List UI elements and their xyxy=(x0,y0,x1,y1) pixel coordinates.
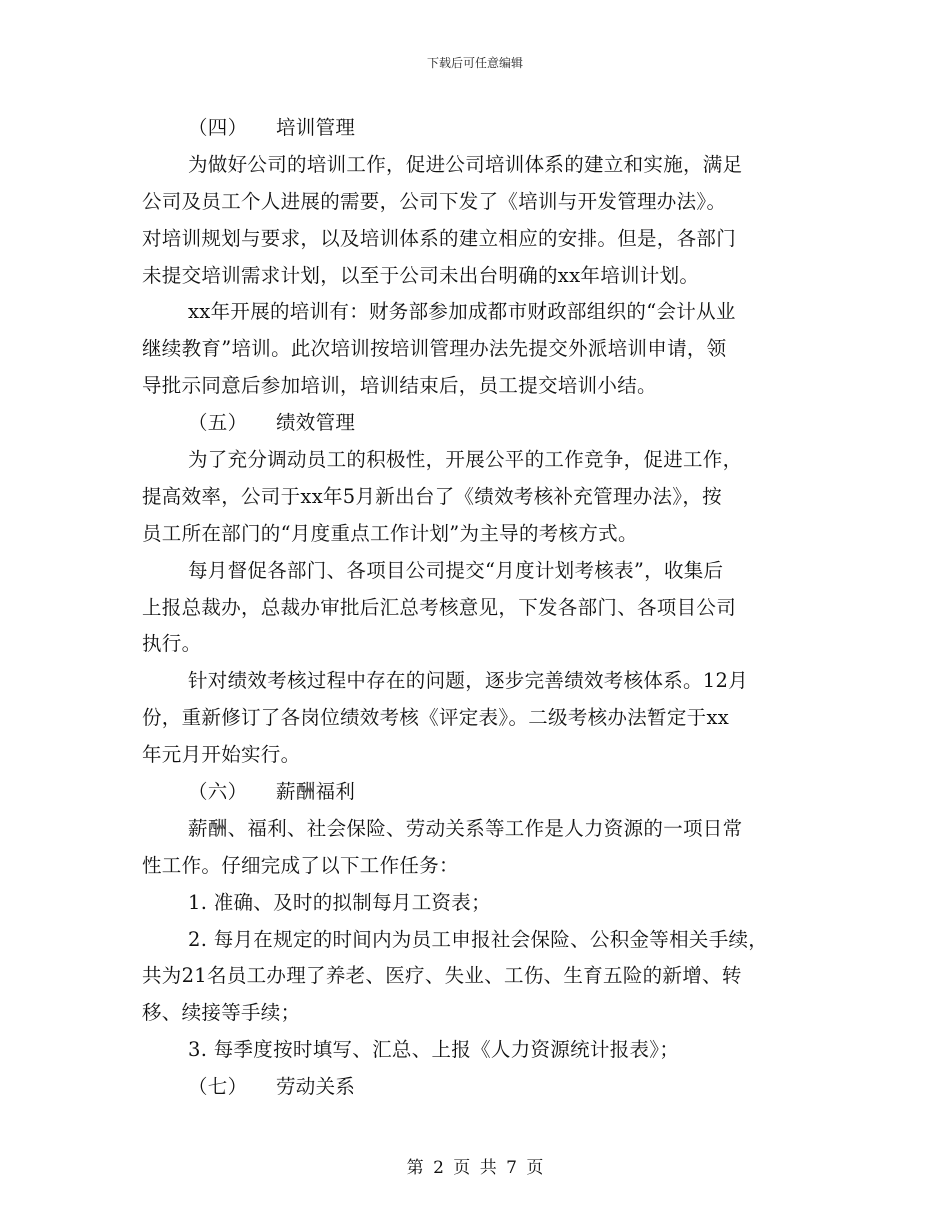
page-footer: 第 2 页 共 7 页 xyxy=(406,1158,544,1178)
text-line: 员工所在部门的“月度重点工作计划”为主导的考核方式。 xyxy=(142,521,638,545)
list-item-3 xyxy=(142,1032,814,1069)
paragraph-monthly-review xyxy=(142,553,814,664)
section-number: （四） xyxy=(188,116,248,139)
paragraph-performance-improvement xyxy=(142,663,814,774)
text-line: 导批示同意后参加培训，培训结束后，员工提交培训小结。 xyxy=(142,374,657,398)
text-line: 3. 每季度按时填写、汇总、上报《人力资源统计报表》； xyxy=(188,1038,680,1062)
section-title: 劳动关系 xyxy=(276,1075,356,1099)
text-line: 提高效率，公司于xx年5月新出台了《绩效考核补充管理办法》，按 xyxy=(142,484,722,508)
section-heading-7 xyxy=(142,1069,814,1106)
section-heading-4 xyxy=(142,110,814,147)
list-item-1 xyxy=(142,885,814,922)
text-line: 性工作。仔细完成了以下工作任务： xyxy=(142,853,459,877)
paragraph-training-conducted xyxy=(142,294,814,405)
text-line: 对培训规划与要求，以及培训体系的建立相应的安排。但是，各部门 xyxy=(142,226,737,250)
section-number: （六） xyxy=(188,780,248,804)
section-title: 绩效管理 xyxy=(276,411,356,435)
text-line: 未提交培训需求计划，以至于公司未出台明确的xx年培训计划。 xyxy=(142,263,700,287)
paragraph-performance-policy xyxy=(142,442,814,553)
text-line: 每月督促各部门、各项目公司提交“月度计划考核表”，收集后 xyxy=(188,558,724,582)
text-line: 年元月开始实行。 xyxy=(142,743,301,767)
text-line: 移、续接等手续； xyxy=(142,1001,301,1025)
section-heading-5 xyxy=(142,405,814,442)
section-title: 培训管理 xyxy=(276,116,356,139)
section-number: （五） xyxy=(188,411,248,435)
text-line: 份，重新修订了各岗位绩效考核《评定表》。二级考核办法暂定于xx xyxy=(142,706,730,730)
text-line: 上报总裁办，总裁办审批后汇总考核意见，下发各部门、各项目公司 xyxy=(142,595,737,619)
text-line: 共为21名员工办理了养老、医疗、失业、工伤、生育五险的新增、转 xyxy=(142,964,742,988)
text-line: 薪酬、福利、社会保险、劳动关系等工作是人力资源的一项日常 xyxy=(188,816,743,840)
section-number: （七） xyxy=(188,1075,248,1099)
section-heading-6 xyxy=(142,774,814,811)
paragraph-training-plan xyxy=(142,147,814,295)
text-line: 公司及员工个人进展的需要，公司下发了《培训与开发管理办法》。 xyxy=(142,189,727,213)
section-title: 薪酬福利 xyxy=(276,780,356,804)
page-header: 下载后可任意编辑 xyxy=(426,56,523,70)
text-line: 为了充分调动员工的积极性，开展公平的工作竞争，促进工作， xyxy=(188,448,743,472)
text-line: 1. 准确、及时的拟制每月工资表； xyxy=(188,890,491,914)
list-item-2 xyxy=(142,922,814,1033)
paragraph-compensation-intro xyxy=(142,811,814,885)
text-line: 2. 每月在规定的时间内为员工申报社会保险、公积金等相关手续， xyxy=(188,927,769,951)
text-line: 继续教育”培训。此次培训按培训管理办法先提交外派培训申请，领 xyxy=(142,337,727,361)
text-line: 为做好公司的培训工作，促进公司培训体系的建立和实施，满足 xyxy=(188,152,743,176)
document-body xyxy=(142,110,814,1106)
text-line: xx年开展的培训有：财务部参加成都市财政部组织的“会计从业 xyxy=(188,300,736,324)
text-line: 针对绩效考核过程中存在的问题，逐步完善绩效考核体系。12月 xyxy=(188,669,749,693)
text-line: 执行。 xyxy=(142,632,202,656)
